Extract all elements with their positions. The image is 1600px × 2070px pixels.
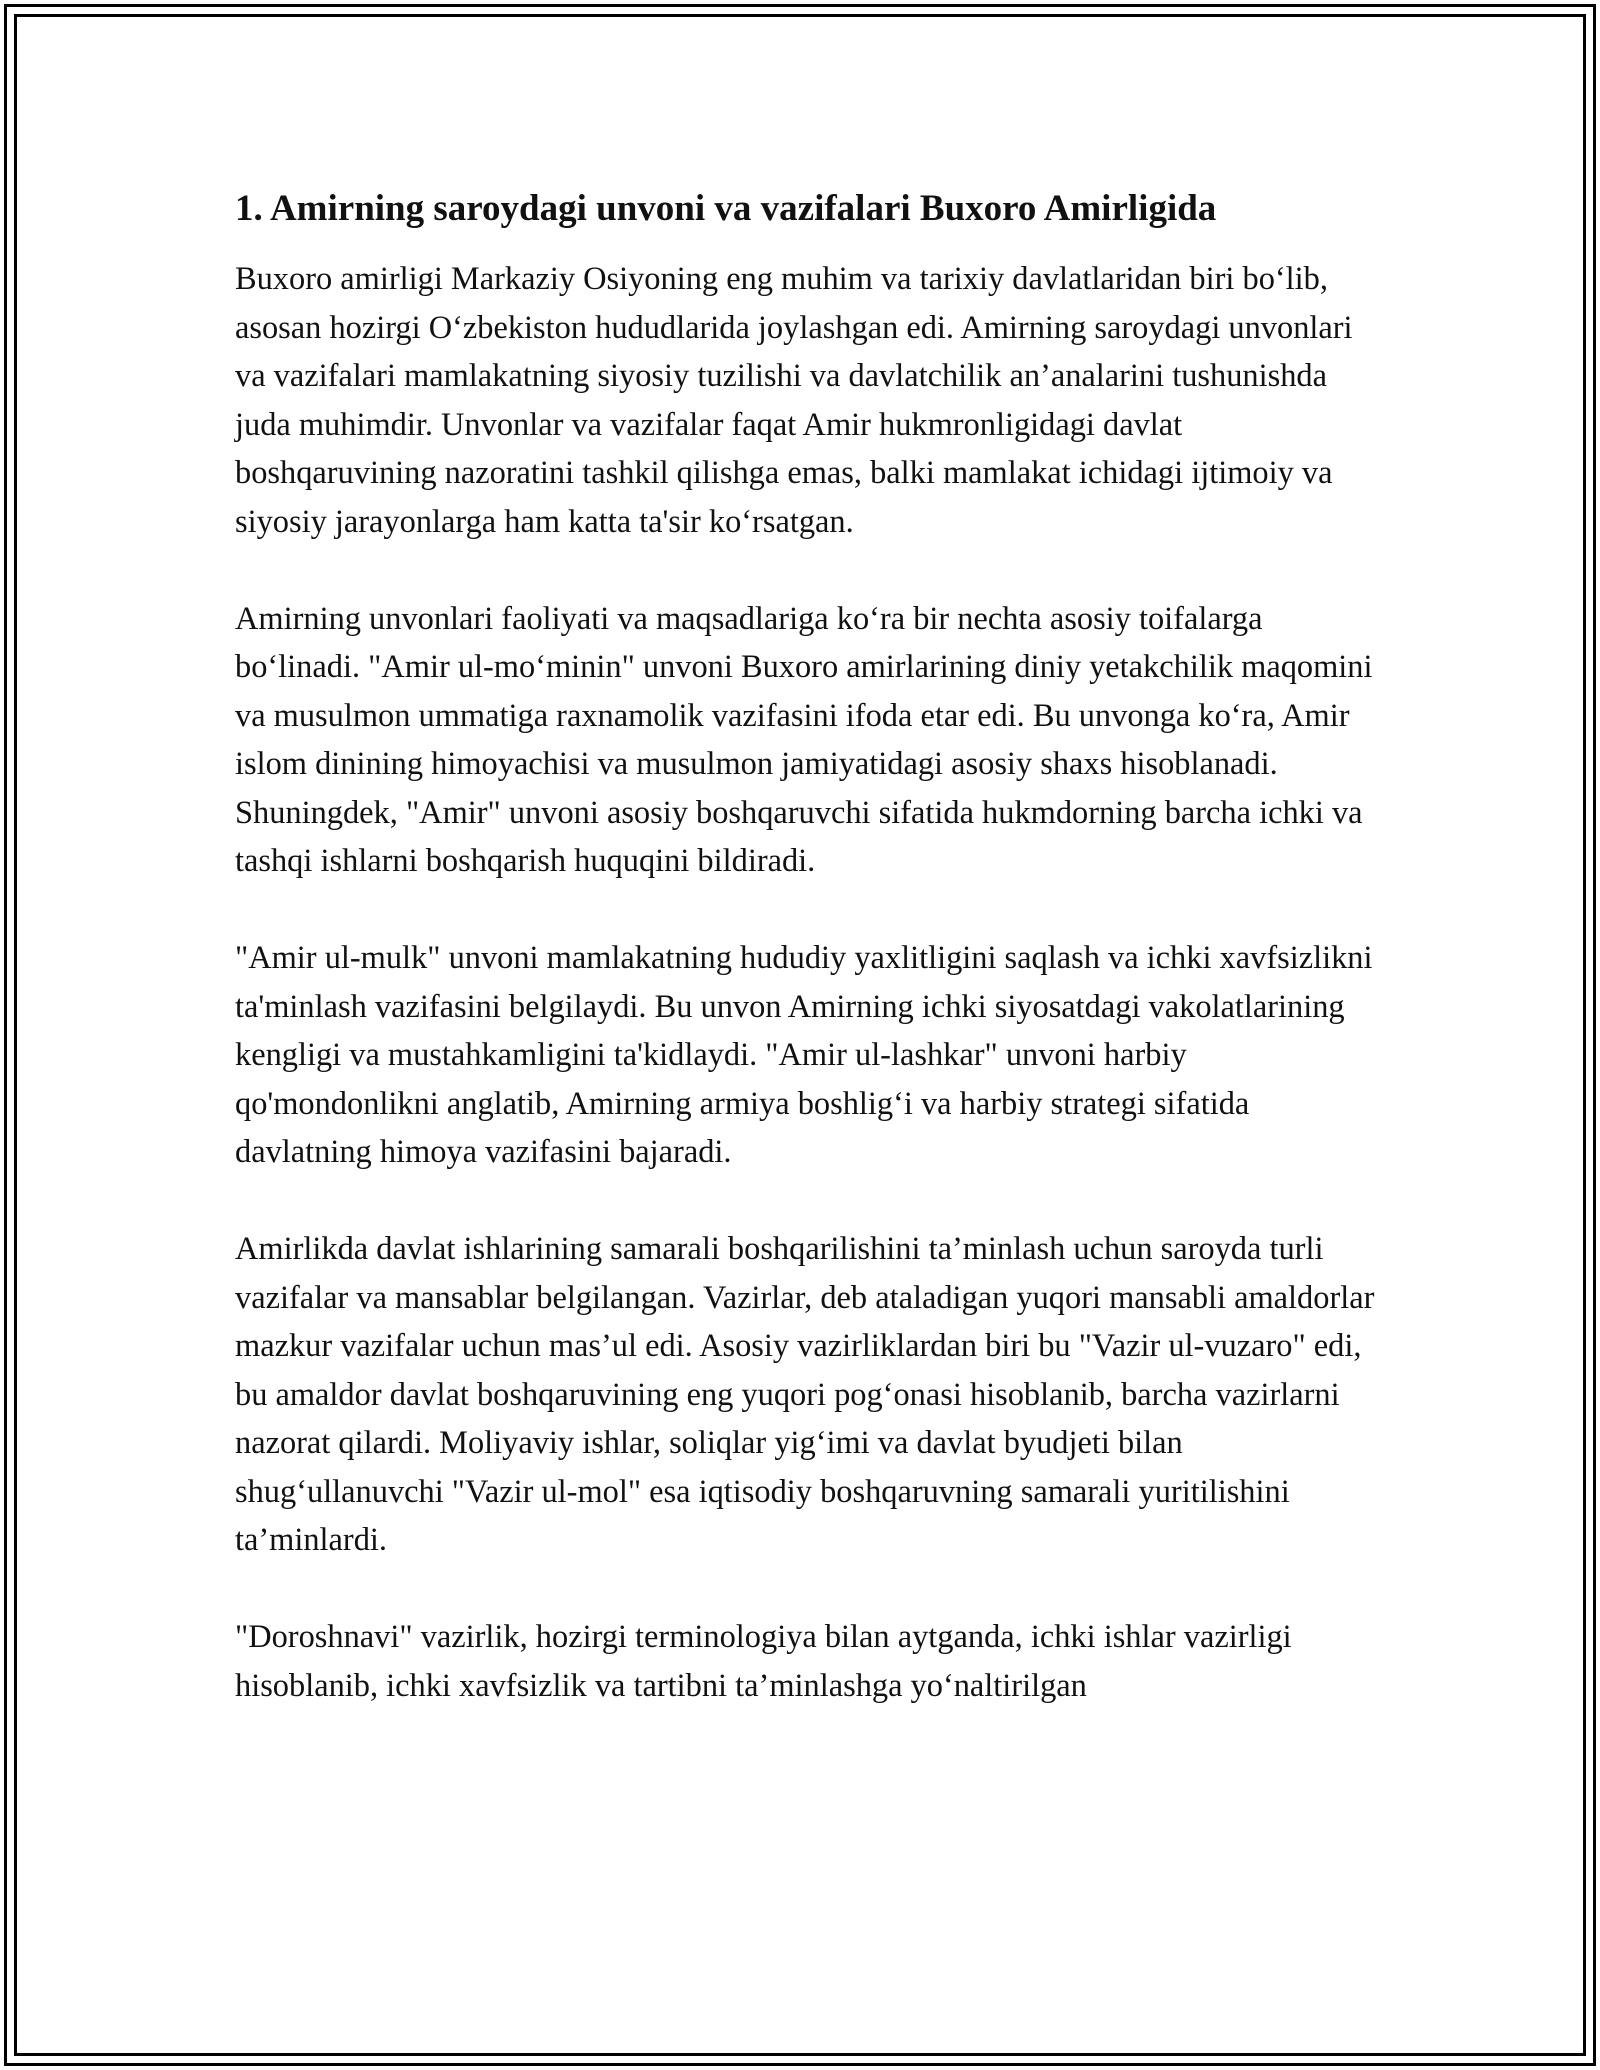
section-heading: 1. Amirning saroydagi unvoni va vazifalari Buxoro Amirligida: [235, 188, 1217, 229]
paragraph-2: Amirning unvonlari faoliyati va maqsadlariga ko‘ra bir nechta asosiy toifalarga bo‘linadi. "Amir ul-mo‘minin" unvoni Buxoro amirlarining diniy yetakchilik maqomini va musulmon ummatiga raxnamolik vazifasini ifoda etar edi. Bu unvonga ko‘ra, Amir islom dinining himoyachisi va musulmon jamiyatidagi asosiy shaxs hisoblanadi. Shuningdek, "Amir" unvoni asosiy boshqaruvchi sifatida hukmdorning barcha ichki va tashqi ishlarni boshqarish huquqini bildiradi.: [235, 600, 1373, 879]
paragraph-4: Amirlikda davlat ishlarining samarali boshqarilishini ta’minlash uchun saroyda turli vazifalar va mansablar belgilangan. Vazirlar, deb ataladigan yuqori mansabli amaldorlar mazkur vazifalar uchun mas’ul edi. Asosiy vazirliklardan biri bu "Vazir ul-vuzaro" edi, bu amaldor davlat boshqaruvining eng yuqori pog‘onasi hisoblanib, barcha vazirlarni nazorat qilardi. Moliyaviy ishlar, soliqlar yig‘imi va davlat byudjeti bilan shug‘ullanuvchi "Vazir ul-mol" esa iqtisodiy boshqaruvning samarali yuritilishini ta’minlardi.: [235, 1231, 1375, 1558]
paragraph-5: "Doroshnavi" vazirlik, hozirgi terminologiya bilan aytganda, ichki ishlar vazirligi hisoblanib, ichki xavfsizlik va tartibni ta’minlashga yo‘naltirilgan: [235, 1619, 1292, 1704]
paragraph-1: Buxoro amirligi Markaziy Osiyoning eng muhim va tarixiy davlatlaridan biri bo‘lib, asosan hozirgi O‘zbekiston hududlarida joylashgan edi. Amirning saroydagi unvonlari va vazifalari mamlakatning siyosiy tuzilishi va davlatchilik an’analarini tushunishda juda muhimdir. Unvonlar va vazifalar faqat Amir hukmronligidagi davlat boshqaruvining nazoratini tashkil qilishga emas, balki mamlakat ichidagi ijtimoiy va siyosiy jarayonlarga ham katta ta'sir ko‘rsatgan.: [235, 261, 1353, 540]
paragraph-3: "Amir ul-mulk" unvoni mamlakatning hududiy yaxlitligini saqlash va ichki xavfsizlikni ta'minlash vazifasini belgilaydi. Bu unvon Amirning ichki siyosatdagi vakolatlarining kengligi va mustahkamligini ta'kidlaydi. "Amir ul-lashkar" unvoni harbiy qo'mondonlikni anglatib, Amirning armiya boshlig‘i va harbiy strategi sifatida davlatning himoya vazifasini bajaradi.: [235, 940, 1373, 1170]
document-body: [235, 185, 1380, 1759]
